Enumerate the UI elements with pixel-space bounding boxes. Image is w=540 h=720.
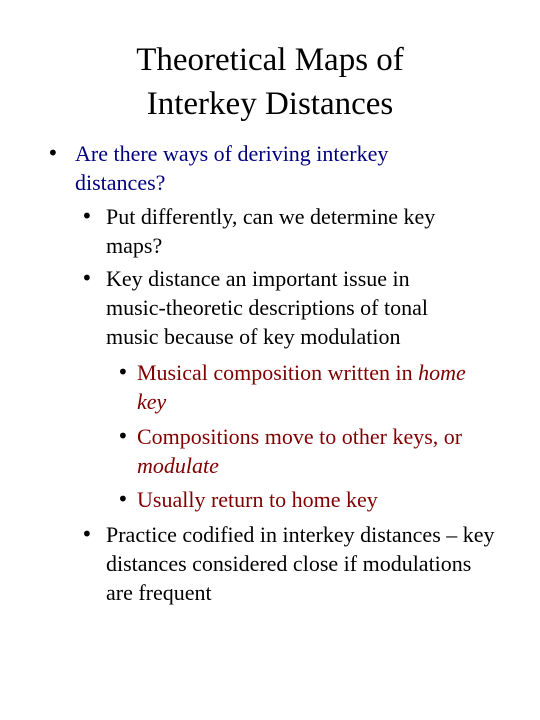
slide-title: [0, 38, 540, 126]
bullet-icon: •: [117, 487, 129, 511]
bullet-icon: •: [47, 141, 59, 165]
bullet-emphasis: home key: [137, 360, 466, 414]
bullet-level3-item: [117, 422, 507, 480]
bullet-level1: [47, 139, 475, 197]
bullet-text: Compositions move to other keys, or: [137, 424, 463, 449]
bullet-text: Practice codified in interkey distances – key distances considered close if modulations are frequent: [106, 522, 495, 605]
bullet-emphasis: modulate: [137, 453, 219, 478]
bullet-text: Put differently, can we determine key maps?: [106, 204, 436, 258]
bullet-level2-item: [81, 264, 466, 351]
bullet-icon: •: [81, 204, 93, 228]
bullet-icon: •: [81, 522, 93, 546]
title-line-1: Theoretical Maps of: [136, 42, 404, 78]
bullet-icon: •: [117, 424, 129, 448]
bullet-text: Musical composition written in: [137, 360, 419, 385]
bullet-text: Are there ways of deriving interkey distances?: [75, 141, 389, 195]
bullet-text: Usually return to home key: [137, 487, 378, 512]
bullet-level3-item: [117, 485, 497, 514]
title-line-2: Interkey Distances: [146, 86, 394, 122]
bullet-icon: •: [117, 360, 129, 384]
bullet-icon: •: [81, 266, 93, 290]
bullet-text: Key distance an important issue in music-theoretic descriptions of tonal music because of key modulation: [106, 266, 428, 349]
bullet-level2-item: [81, 202, 486, 260]
bullet-level2-item: [81, 520, 496, 607]
bullet-level3-item: [117, 358, 477, 416]
